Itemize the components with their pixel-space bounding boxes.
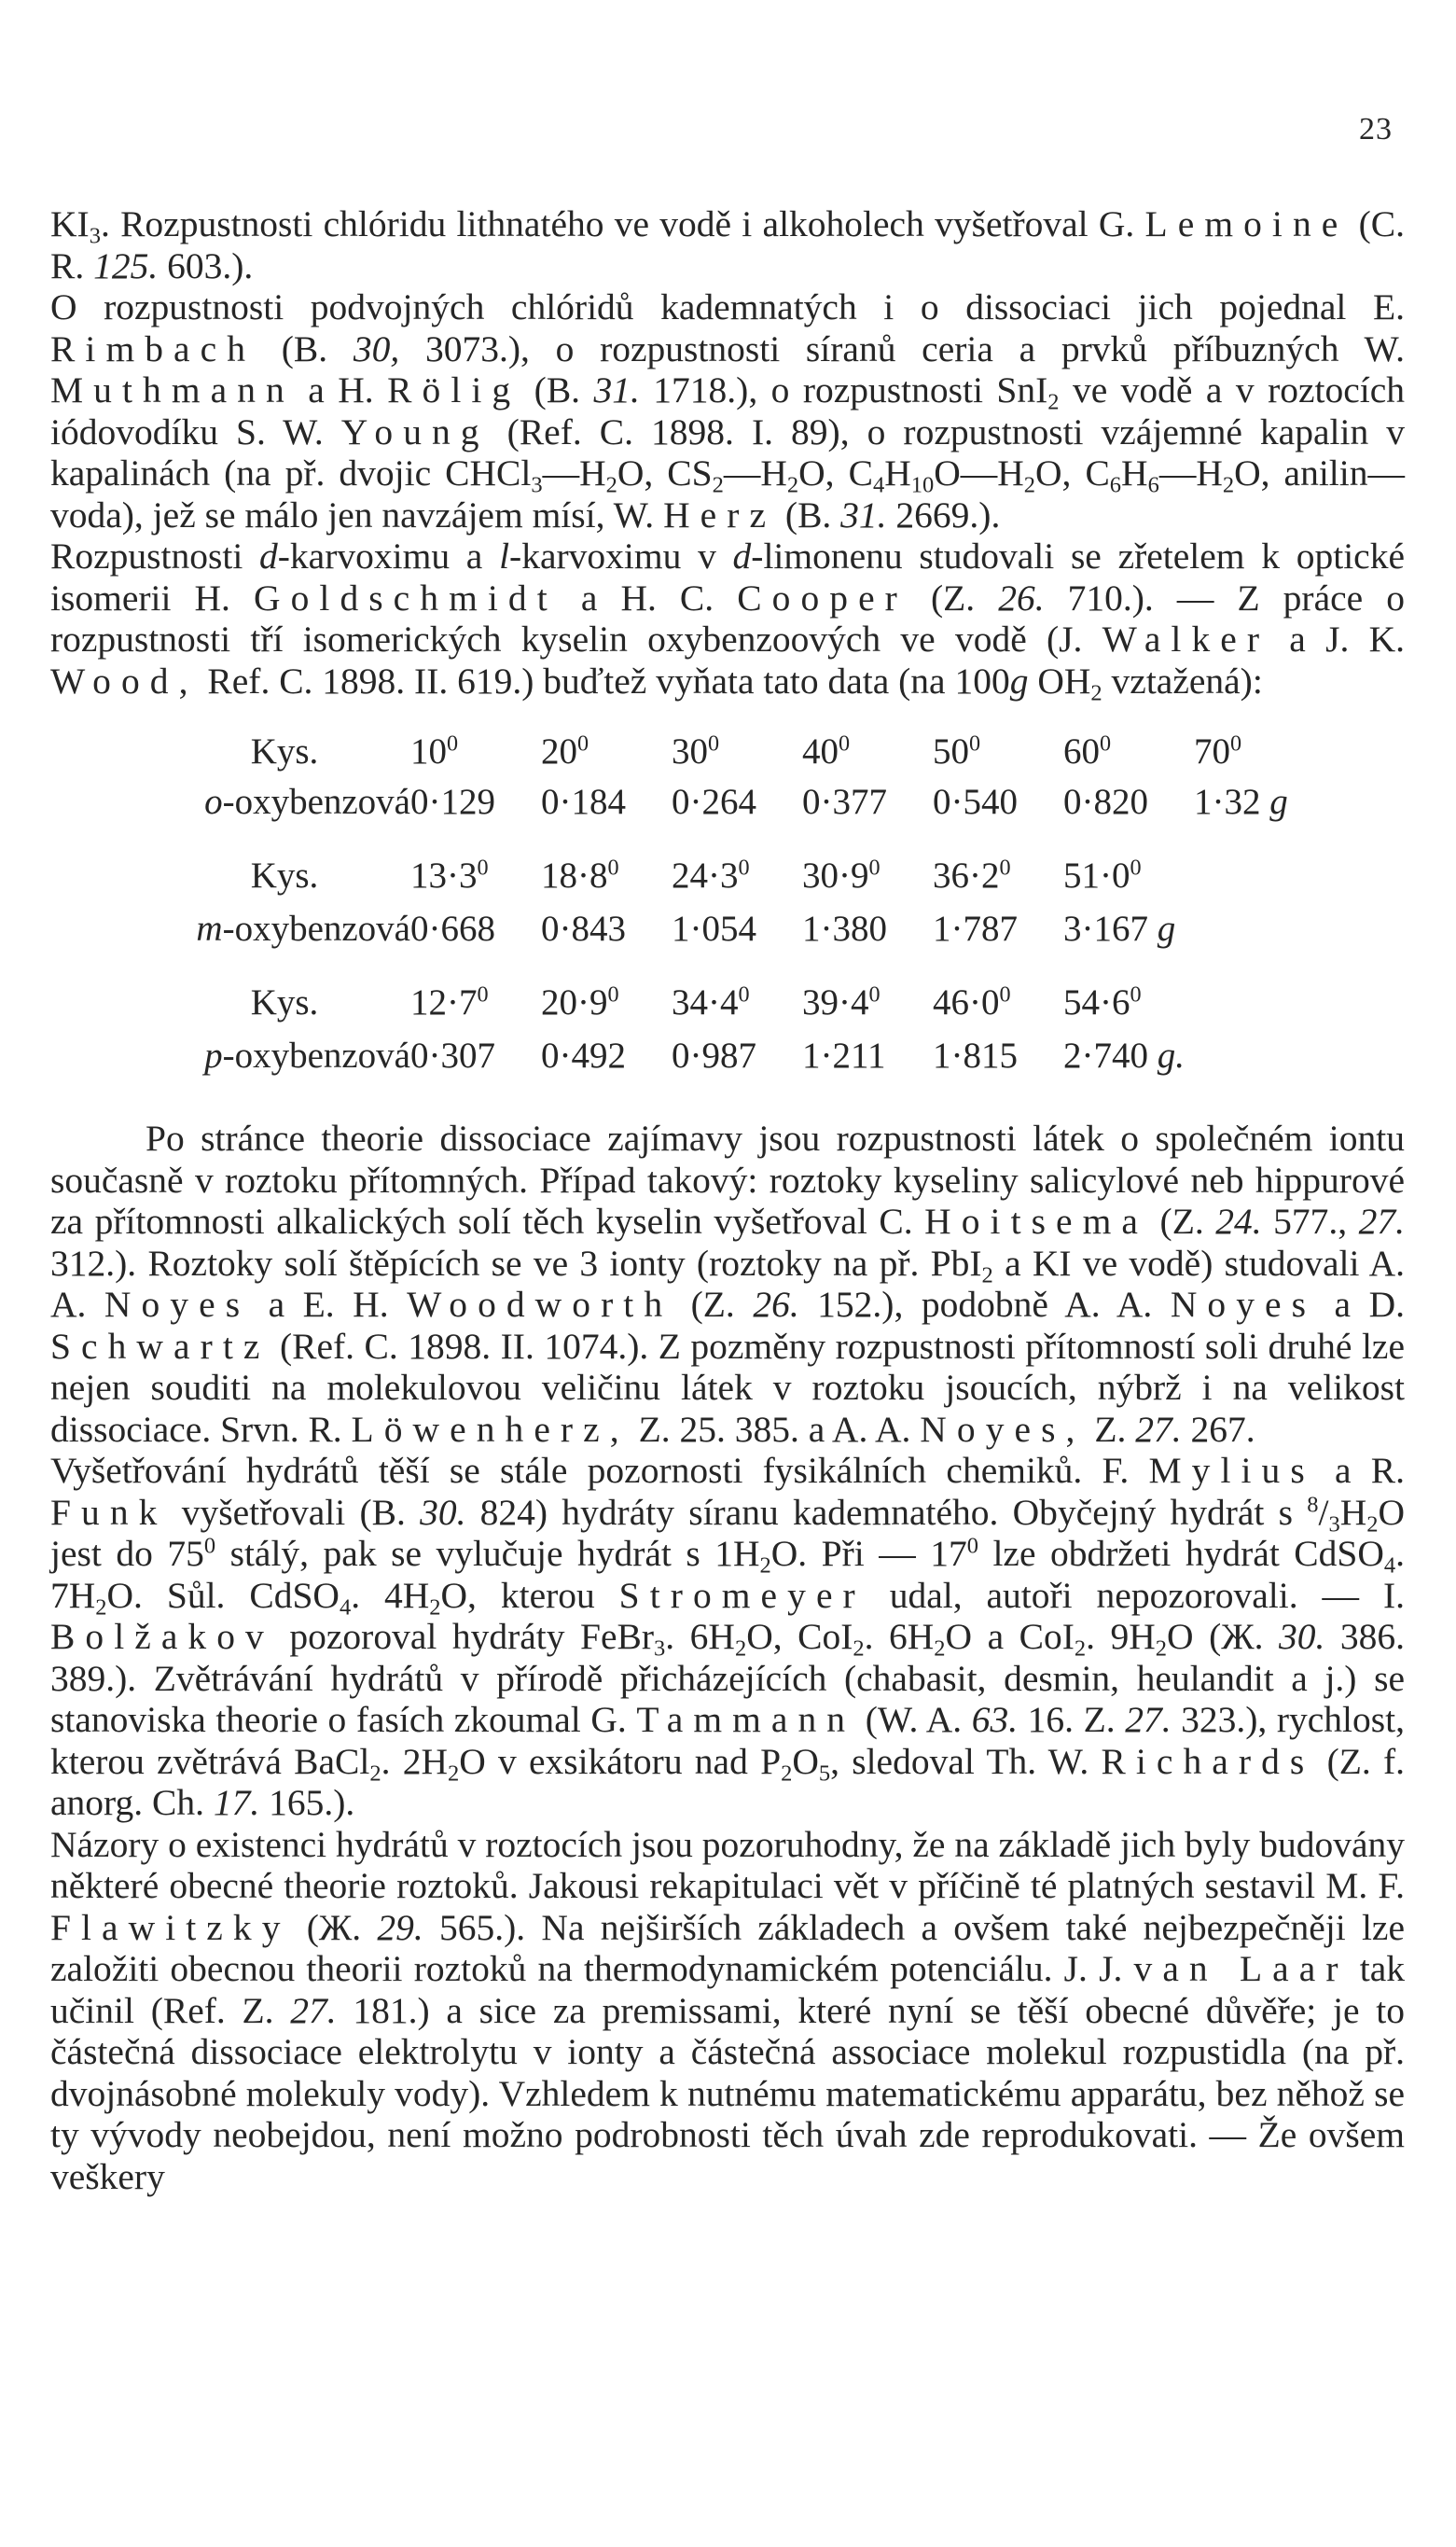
- paragraph-2: O rozpustnosti podvojných chlóridů kademnatých i o dissociaci jich pojednal E. Rimbach (B. 30, 3073.), o rozpustnosti síranů ceria a prvků příbuzných W. Muthmann a H. Rölig (B. 31. 1718.), o rozpustnosti SnI$_2$ ve vodě a v roztocích iódovodíku S. W. Young (Ref. C. 1898. I. 89), o rozpustnosti vzájemné kapalin v kapalinách (na př. dvojic $CHCl_3—H_2O$, $CS_2—H_2O$, $C_4H_{10}O—H_2O$, $C_6H_6—H_2O$, anilin—voda), jež se málo jen navzájem mísí, W. Herz (B. 31. 2669.).: [50, 286, 1406, 536]
- temp-cell: $10^0$: [410, 731, 459, 772]
- temp-cell: $18\cdot 8^0$: [541, 855, 619, 896]
- author-name: Funk: [50, 1491, 168, 1533]
- author-name: Lemoine: [1144, 203, 1349, 244]
- table-row: [159, 953, 1324, 1030]
- value-cell: 3·167 g: [1063, 908, 1176, 949]
- solubility-table: [159, 726, 1324, 1080]
- temp-cell: $40^0$: [802, 731, 851, 772]
- paragraph-6: Názory o existenci hydrátů v roztocích jsou pozoruhodny, že na základě jich byly budovány některé obecné theorie roztoků. Jakousi rekapitulaci vět v příčině té platných sestavil M. F. Flawitzky (Ж. 29. 565.). Na nejširších základech a ovšem také nejbezpečněji lze založiti obecnou theorii roztoků na thermodynamickém potenciálu. J. J. van Laar tak učinil (Ref. Z. 27. 181.) a sice za premissami, které nyní se těší obecné důvěře; je to částečná dissociace elektrolytu v ionty a částečná associace molekul rozpustidla (na př. dvojnásobné molekuly vody). Vzhledem k nutnému matematickému apparátu, bez něhož se ty vývody neobejdou, není možno podrobnosti těch úvah zde reprodukovati. — Že ovšem veškery: [50, 1823, 1405, 2197]
- value-cell: 0·987: [672, 1035, 756, 1076]
- paragraph-1: $KI_3$. Rozpustnosti chlóridu lithnatého ve vodě i alkoholech vyšetřoval G. Lemoine (C. R. 125. 603.).: [50, 203, 1405, 286]
- row-label: o-oxybenzová: [204, 781, 410, 822]
- table-row: [159, 776, 1324, 827]
- value-cell: 1·211: [802, 1035, 886, 1076]
- author-name: Goldschmidt: [254, 577, 558, 619]
- paragraph-3: Rozpustnosti d-karvoximu a l-karvoximu v d-limonenu studovali se zřetelem k optické isomerii H. Goldschmidt a H. C. Cooper (Z. 26. 710.). — Z práce o rozpustnosti tří isomerických kyselin oxybenzoových ve vodě (J. Walker a J. K. Wood, Ref. C. 1898. II. 619.) buďtež vyňata tato data (na 100g $OH_2$ vztažená):: [50, 536, 1405, 705]
- author-name: van Laar: [1133, 1948, 1349, 1989]
- value-cell: 0·184: [541, 781, 626, 822]
- author-name: Noyes: [1170, 1284, 1317, 1325]
- value-cell: 1·380: [802, 908, 887, 949]
- temp-cell: $12\cdot 7^0$: [410, 981, 489, 1023]
- temp-cell: $36\cdot 2^0$: [933, 855, 1011, 896]
- temp-cell: $34\cdot 4^0$: [672, 981, 750, 1023]
- value-cell: 0·820: [1063, 781, 1148, 822]
- temp-cell: $54\cdot 6^0$: [1063, 981, 1142, 1023]
- author-name: Mylius: [1148, 1450, 1315, 1491]
- paragraph-5: Vyšetřování hydrátů těší se stále pozornosti fysikálních chemiků. F. Mylius a R. Funk vyšetřovali (B. 30. 824) hydráty síranu kademnatého. Obyčejný hydrát s $^8/_3H_2O$ jest do $75^0$ stálý, pak se vylučuje hydrát s $1H_2O$. Při — $17^0$ lze obdržeti hydrát CdSO$_4$. $7H_2O$. Sůl. CdSO$_4$. $4H_2O$, kterou Stromeyer udal, autoři nepozorovali. — I. Bolžakov pozoroval hydráty FeBr$_3$. $6H_2O$, CoI$_2$. $6H_2O$ a CoI$_2$. $9H_2O$ (Ж. 30. 386. 389.). Zvětrávání hydrátů v přírodě přicházejících (chabasit, desmin, heulandit a j.) se stanoviska theorie o fasích zkoumal G. Tammann (W. A. 63. 16. Z. 27. 323.), rychlost, kterou zvětrává BaCl$_2$. $2H_2O$ v exsikátoru nad $P_2O_5$, sledoval Th. W. Richards (Z. f. anorg. Ch. 17. 165.).: [50, 1450, 1406, 1823]
- author-name: Rölig: [387, 369, 521, 411]
- temp-cell: $20\cdot 9^0$: [541, 981, 619, 1023]
- unit: g: [1269, 781, 1288, 822]
- author-name: Walker: [1102, 619, 1270, 660]
- page-body: [50, 203, 1405, 2197]
- table-row: [159, 1030, 1324, 1080]
- author-name: Schwartz: [50, 1325, 270, 1367]
- temp-cell: $30^0$: [672, 731, 720, 772]
- author-name: Herz: [663, 494, 777, 536]
- author-name: Bolžakov: [50, 1616, 274, 1657]
- page-number: 23: [1359, 112, 1393, 146]
- value-cell: 1·32 g: [1194, 781, 1288, 822]
- temp-cell: $13\cdot 3^0$: [410, 855, 489, 896]
- author-name: Richards: [1101, 1740, 1315, 1782]
- value-cell: 1·054: [672, 908, 756, 949]
- value-cell: 0·843: [541, 908, 626, 949]
- row-label: Kys.: [250, 731, 319, 772]
- value-cell: 0·264: [672, 781, 756, 822]
- paragraph-4: Po stránce theorie dissociace zajímavy jsou rozpustnosti látek o společném iontu současně v roztoku přítomných. Případ takový: roztoky kyseliny salicylové neb hippurové za přítomnosti alkalických solí těch kyselin vyšetřoval C. Hoitsema (Z. 24. 577., 27. 312.). Roztoky solí štěpících se ve 3 ionty (roztoky na př. PbI$_2$ a KI ve vodě) studovali A. A. Noyes a E. H. Woodworth (Z. 26. 152.), podobně A. A. Noyes a D. Schwartz (Ref. C. 1898. II. 1074.). Z pozměny rozpustnosti přítomností soli druhé lze nejen souditi na molekulovou veličinu látek v roztoku jsoucích, nýbrž i na velikost dissociace. Srvn. R. Löwenherz, Z. 25. 385. a A. A. Noyes, Z. 27. 267.: [50, 1118, 1406, 1450]
- author-name: Flawitzky: [50, 1906, 291, 1948]
- temp-cell: $51\cdot 0^0$: [1063, 855, 1142, 896]
- author-name: Tammann: [636, 1699, 856, 1740]
- author-name: Young: [340, 411, 490, 452]
- table-row: [159, 827, 1324, 903]
- temp-cell: $70^0$: [1194, 731, 1242, 772]
- row-label: Kys.: [250, 855, 319, 896]
- temp-cell: $24\cdot 3^0$: [672, 855, 750, 896]
- value-cell: 0·129: [410, 781, 495, 822]
- author-name: Wood,: [50, 660, 199, 702]
- author-name: Noyes: [104, 1284, 251, 1325]
- temp-cell: $46\cdot 0^0$: [933, 981, 1011, 1023]
- row-label: Kys.: [250, 981, 319, 1023]
- temp-cell: $20^0$: [541, 731, 589, 772]
- unit: g.: [1157, 1035, 1185, 1076]
- author-name: Muthmann: [50, 369, 295, 411]
- temp-cell: $60^0$: [1063, 731, 1112, 772]
- temp-cell: $50^0$: [933, 731, 981, 772]
- value-cell: 2·740 g.: [1063, 1035, 1185, 1076]
- temp-cell: $30\cdot 9^0$: [802, 855, 881, 896]
- author-name: Noyes,: [920, 1408, 1086, 1450]
- author-name: Cooper: [737, 577, 908, 619]
- row-label: m-oxybenzová: [196, 908, 410, 949]
- value-cell: 0·377: [802, 781, 887, 822]
- value-cell: 1·787: [933, 908, 1018, 949]
- table-row: [159, 903, 1324, 953]
- row-label: p-oxybenzová: [204, 1035, 410, 1076]
- author-name: Stromeyer: [618, 1574, 866, 1616]
- author-name: Löwenherz,: [351, 1408, 630, 1450]
- value-cell: 1·815: [933, 1035, 1018, 1076]
- value-cell: 0·668: [410, 908, 495, 949]
- author-name: Woodworth: [407, 1284, 673, 1325]
- value-cell: 0·540: [933, 781, 1018, 822]
- table-row: [159, 726, 1324, 776]
- value-cell: 0·307: [410, 1035, 495, 1076]
- temp-cell: $39\cdot 4^0$: [802, 981, 881, 1023]
- value-cell: 0·492: [541, 1035, 626, 1076]
- unit: g: [1157, 908, 1176, 949]
- author-name: Rimbach: [50, 327, 257, 369]
- author-name: Hoitsema: [924, 1201, 1149, 1242]
